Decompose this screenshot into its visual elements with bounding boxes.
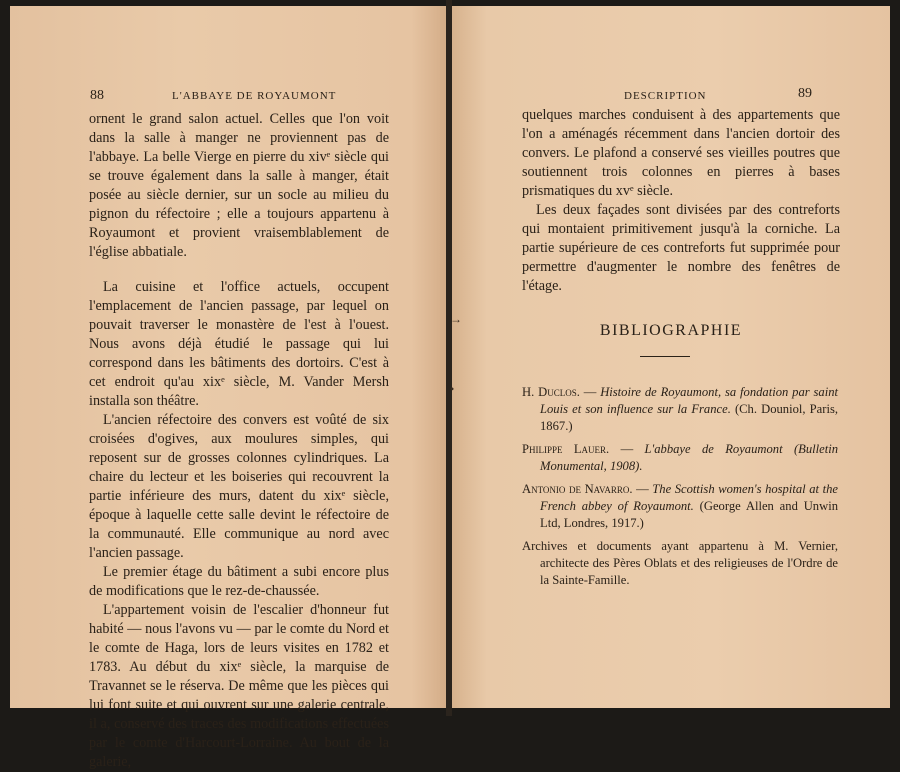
left-paragraph-2: La cuisine et l'office actuels, occupent l'emplacement de l'ancien passage, par lequel on pouvait traverser le monastère de l'est à l'ouest. Nous avons déjà étudié le passage qui lui correspond dans les bâtiments des dortoirs. C'est à cet endroit qu'au xixᵉ siècle, M. Vander Mersh installa son théâtre.	[89, 279, 389, 409]
right-paragraph-1: quelques marches conduisent à des appartements que l'on a aménagés récemment dans l'ancien dortoir des convers. Le plafond a conservé ses vieilles poutres que soutiennent trois colonnes en pierres à bases prismatiques du xvᵉ siècle.	[522, 107, 840, 199]
margin-mark-icon: →	[450, 312, 462, 326]
bibliography-rule	[640, 356, 690, 357]
left-page	[10, 6, 446, 770]
bibliography-entry: Antonio de Navarro. — The Scottish women's hospital at the French abbey of Royaumont. (George Allen and Unwin Ltd, Londres, 1917.)	[522, 482, 838, 530]
right-text-block	[522, 106, 840, 296]
left-paragraph-4: Le premier étage du bâtiment a subi encore plus de modifications que le rez-de-chaussée.	[89, 564, 389, 599]
page-number-left: 88	[90, 88, 104, 103]
running-head-left: L'ABBAYE DE ROYAUMONT	[172, 90, 337, 102]
bibliography-entry: Philippe Lauer. — L'abbaye de Royaumont (Bulletin Monumental, 1908).	[522, 442, 839, 473]
bibliography-entry: H. Duclos. — Histoire de Royaumont, sa fondation par saint Louis et son influence sur la France. (Ch. Douniol, Paris, 1867.)	[522, 385, 839, 433]
left-paragraph-5: L'appartement voisin de l'escalier d'honneur fut habité — nous l'avons vu — par le comte du Nord et le comte de Haga, lors de leurs visites en 1782 et 1783. Au début du xixᵉ siècle, la marquise de Travannet se le réserva. De même que les pièces qui lui font suite et qui ouvrent sur une galerie centrale, il a, conservé des traces des modifications effectuées par le comte d'Harcourt-Lorraine. Au bout de la galerie,	[89, 602, 389, 770]
right-page	[452, 6, 890, 708]
left-paragraph-1: ornent le grand salon actuel. Celles que l'on voit dans la salle à manger ne proviennent pas de l'abbaye. La belle Vierge en pierre du xivᵉ siècle qui se trouve également dans la salle à manger, était posée au siècle dernier, sur un socle au milieu du pignon du réfectoire ; elle a toujours appartenu à Royaumont et provient vraisemblablement de l'église abbatiale.	[89, 111, 389, 260]
page-number-right: 89	[798, 86, 812, 101]
margin-dot-icon: •	[450, 382, 455, 396]
left-paragraph-3: L'ancien réfectoire des convers est voûté de six croisées d'ogives, aux moulures simples, qui reposent sur de grosses colonnes cylindriques. La chaire du lecteur et les boiseries qui recouvrent la partie inférieure des murs, datent du xixᵉ siècle, époque à laquelle cette salle devint le réfectoire de la communauté. Elle communique au nord avec l'ancien passage.	[89, 412, 389, 561]
bibliography-title: BIBLIOGRAPHIE	[599, 322, 743, 339]
left-text-block	[89, 110, 389, 772]
right-paragraph-2: Les deux façades sont divisées par des contreforts qui montaient primitivement jusqu'à la corniche. La partie supérieure de ces contreforts fut supprimée pour permettre d'augmenter le nombre des fenêtres de l'étage.	[522, 202, 840, 294]
bibliography-list	[522, 384, 838, 595]
running-head-right: DESCRIPTION	[624, 90, 707, 102]
bibliography-entry: Archives et documents ayant appartenu à M. Vernier, architecte des Pères Oblats et des religieuses de l'Ordre de la Sainte-Famille.	[522, 539, 838, 587]
